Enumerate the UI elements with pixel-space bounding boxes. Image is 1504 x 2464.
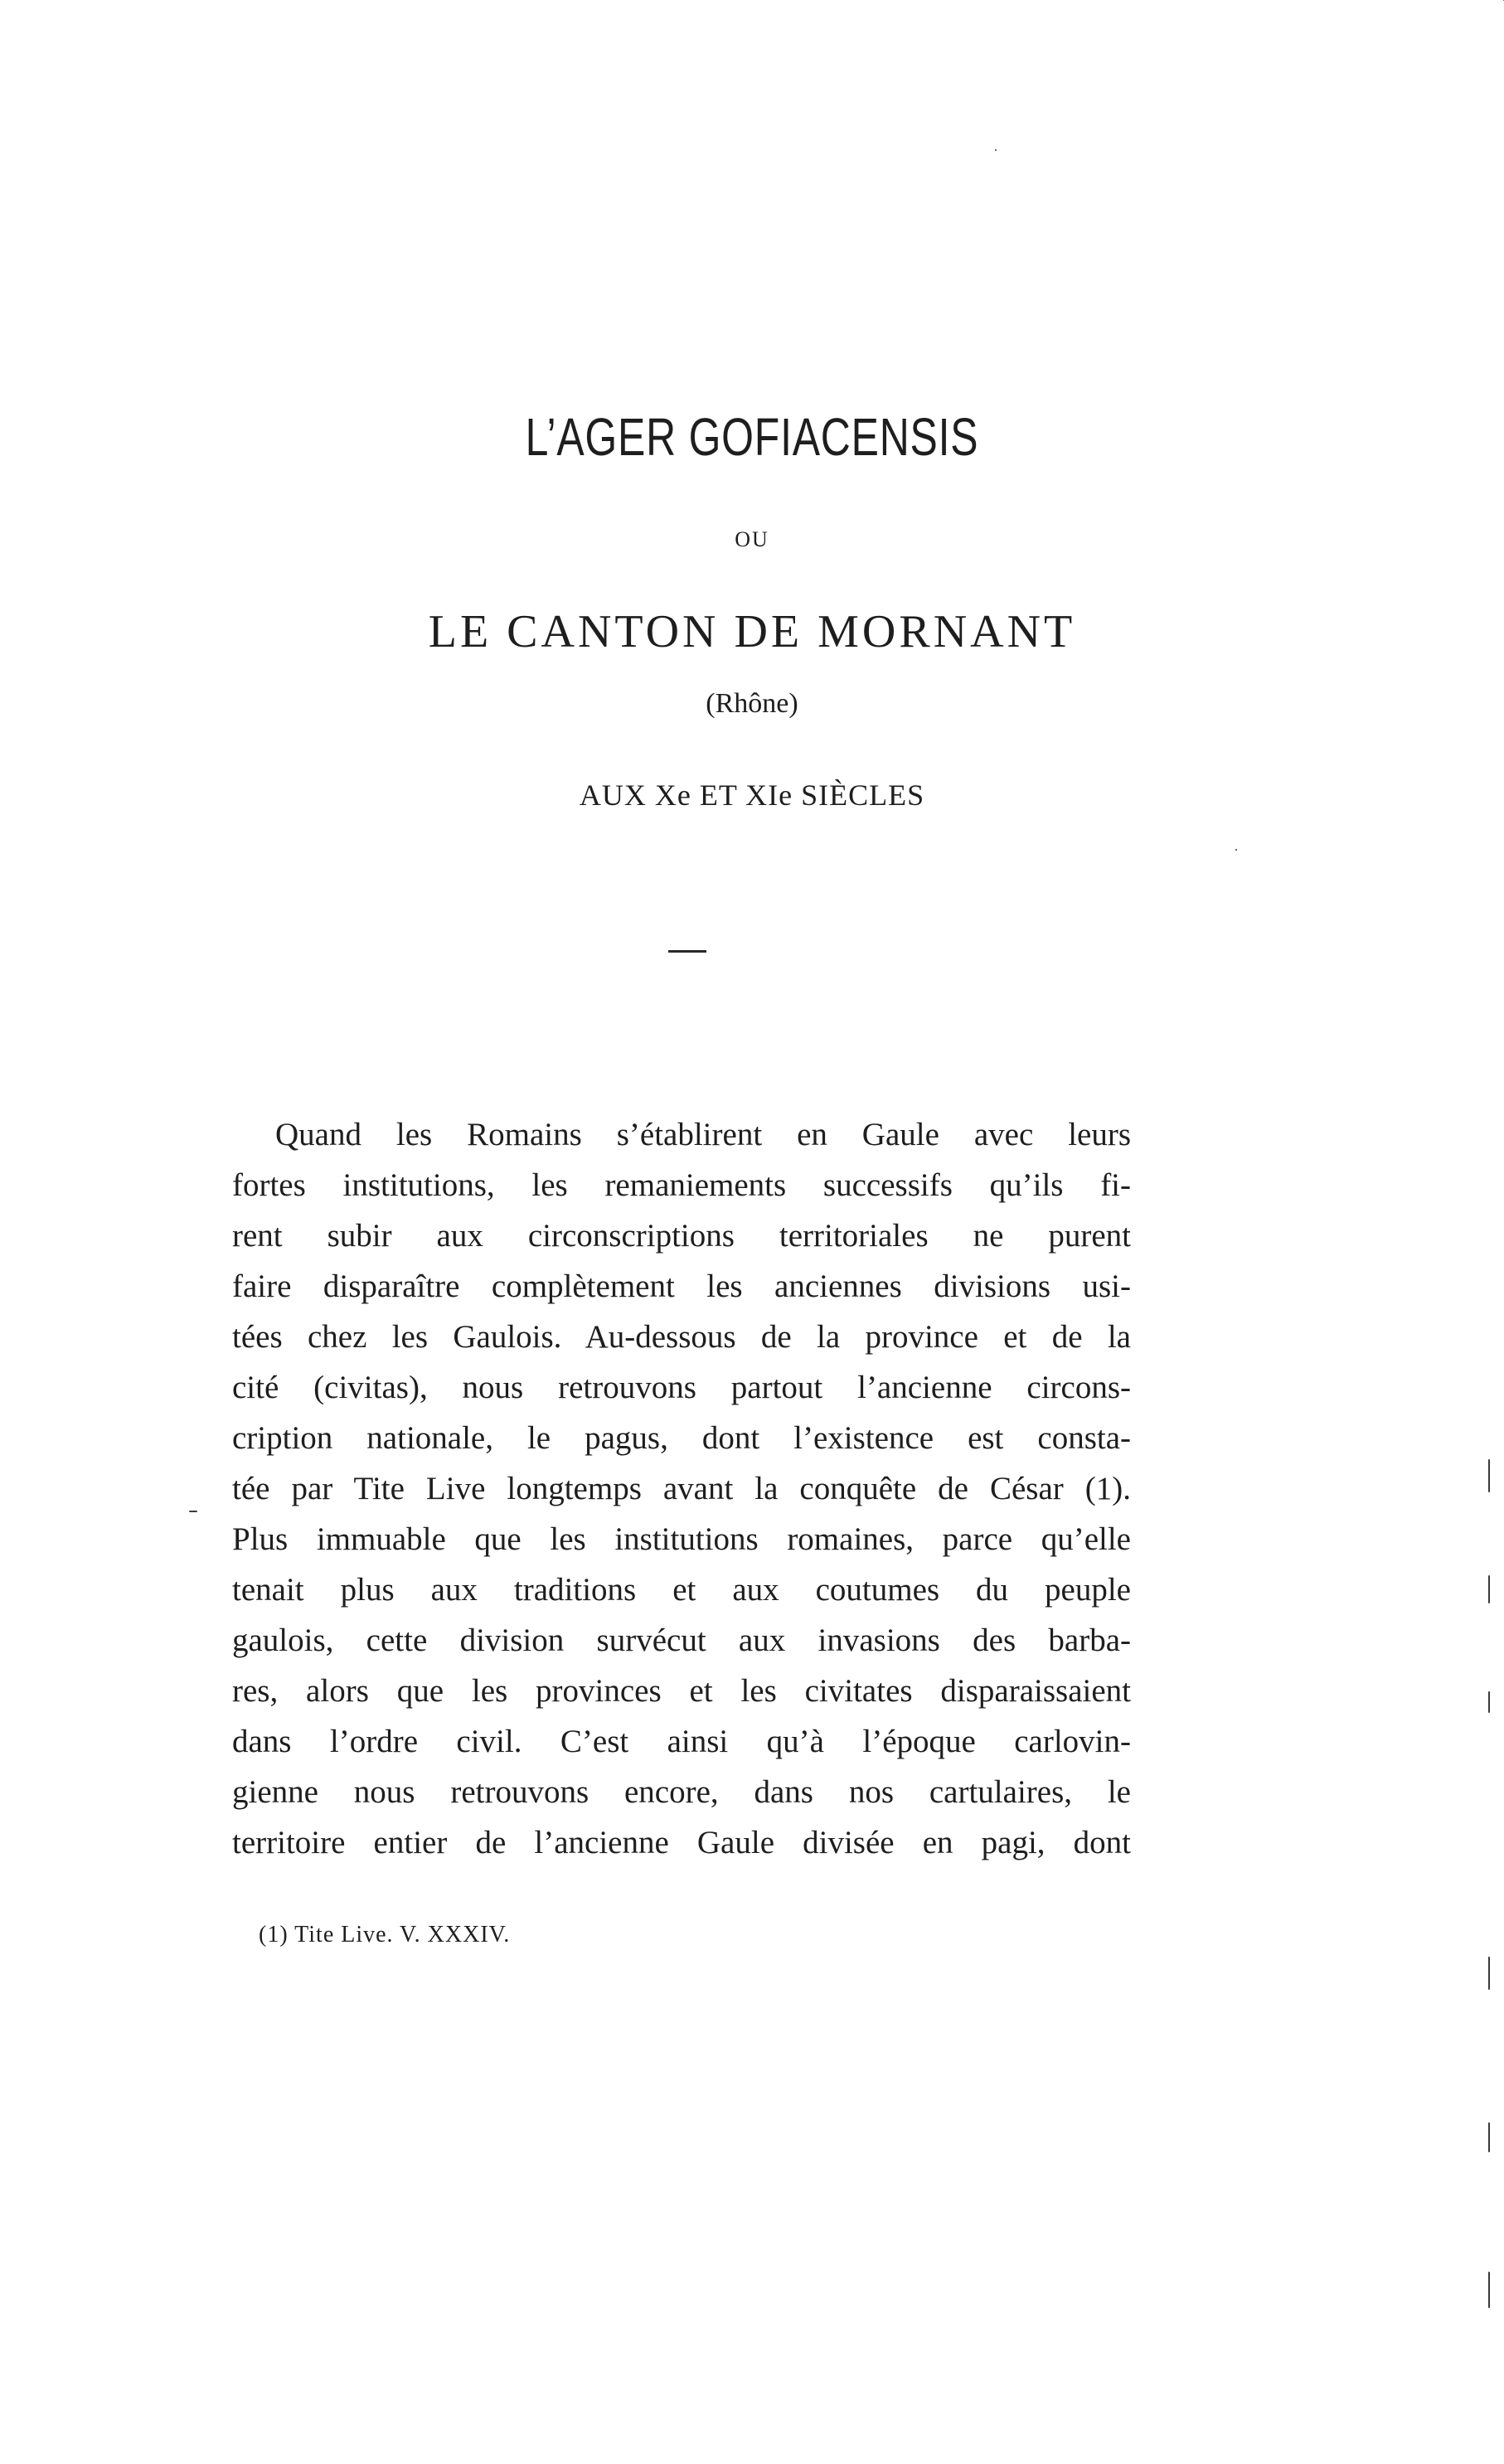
section-divider bbox=[668, 950, 706, 953]
body-line: cription nationale, le pagus, dont l’existence est consta- bbox=[232, 1420, 1131, 1456]
scan-speck bbox=[1235, 849, 1237, 851]
scan-speck bbox=[1488, 1575, 1490, 1603]
body-line: tenait plus aux traditions et aux coutumes du peuple bbox=[232, 1572, 1131, 1608]
scan-speck bbox=[1488, 1691, 1490, 1713]
body-line: rent subir aux circonscriptions territoriales ne purent bbox=[232, 1218, 1131, 1254]
scan-speck bbox=[995, 149, 997, 151]
body-line: gienne nous retrouvons encore, dans nos cartulaires, le bbox=[232, 1774, 1131, 1810]
body-line: fortes institutions, les remaniements successifs qu’ils fi- bbox=[232, 1167, 1131, 1203]
body-paragraph bbox=[232, 1109, 1131, 1868]
body-line: Quand les Romains s’établirent en Gaule avec leurs bbox=[275, 1117, 1131, 1152]
body-line: territoire entier de l’ancienne Gaule divisée en pagi, dont bbox=[232, 1825, 1131, 1860]
footnote: (1) Tite Live. V. XXXIV. bbox=[259, 1922, 511, 1947]
body-line: cité (civitas), nous retrouvons partout l’ancienne circons- bbox=[232, 1370, 1131, 1405]
centuries-heading: AUX Xe ET XIe SIÈCLES bbox=[579, 778, 925, 812]
scan-speck bbox=[1488, 1459, 1490, 1492]
scan-speck bbox=[1488, 2272, 1490, 2308]
body-line: tée par Tite Live longtemps avant la conquête de César (1). bbox=[232, 1471, 1131, 1506]
scan-speck bbox=[189, 1511, 197, 1512]
body-line: faire disparaître complètement les anciennes divisions usi- bbox=[232, 1268, 1131, 1304]
region-note: (Rhône) bbox=[706, 688, 798, 719]
document-subtitle: LE CANTON DE MORNANT bbox=[428, 606, 1076, 657]
document-title: L’AGER GOFIACENSIS bbox=[525, 407, 979, 467]
body-line: res, alors que les provinces et les civitates disparaissaient bbox=[232, 1673, 1131, 1709]
scan-speck bbox=[1488, 2122, 1490, 2152]
scan-speck bbox=[1488, 1957, 1490, 1990]
body-line: tées chez les Gaulois. Au-dessous de la province et de la bbox=[232, 1319, 1131, 1355]
body-line: Plus immuable que les institutions romaines, parce qu’elle bbox=[232, 1521, 1131, 1557]
title-connector: OU bbox=[735, 527, 769, 551]
body-line: dans l’ordre civil. C’est ainsi qu’à l’époque carlovin- bbox=[232, 1724, 1131, 1759]
body-line: gaulois, cette division survécut aux invasions des barba- bbox=[232, 1622, 1131, 1658]
